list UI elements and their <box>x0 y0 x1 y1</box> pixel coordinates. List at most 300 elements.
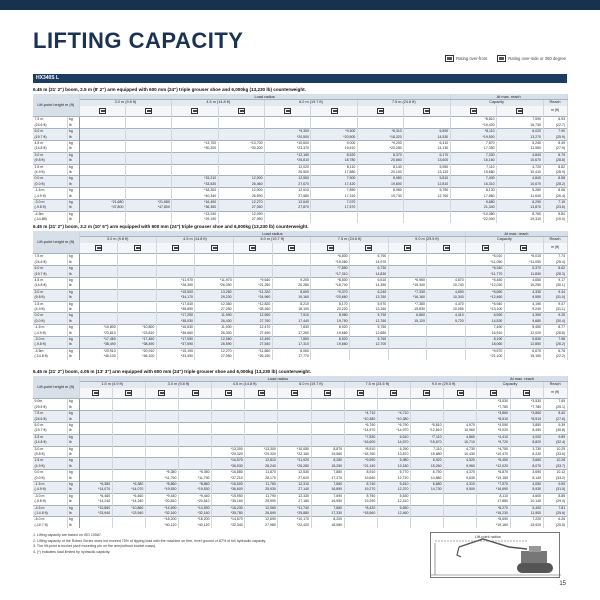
capacity-value: *8,810 <box>450 117 496 123</box>
note-3: 3. The lift-point is bucket pivot mounting pin on the arm(without bucket mass). <box>33 544 157 549</box>
capacity-value: 5,980 <box>377 458 410 464</box>
capacity-value: 8,760 <box>497 211 543 217</box>
capacity-value: *9,720 <box>477 440 510 446</box>
unit: lb <box>67 260 79 266</box>
capacity-value: *23,940 <box>112 511 145 517</box>
capacity-value: *12,810 <box>410 428 443 434</box>
capacity-value: 9,680 <box>504 319 543 325</box>
capacity-value: 10,670 <box>497 182 543 188</box>
capacity-value: *14,590 <box>178 505 211 511</box>
capacity-value: *14,240 <box>79 499 112 505</box>
unit: lb <box>67 417 79 423</box>
capacity-value: *7,850 <box>311 266 350 272</box>
capacity-value: 27,250 <box>195 307 234 313</box>
capacity-value: 12,310 <box>278 482 311 488</box>
capacity-value: 11,760 <box>245 482 278 488</box>
capacity-value: *8,860 <box>145 482 178 488</box>
capacity-value: 18,780 <box>311 158 357 164</box>
capacity-value: 11,870 <box>245 470 278 476</box>
rating-icon-cell <box>477 388 510 399</box>
capacity-value: *11,970 <box>156 277 195 283</box>
capacity-value: 6,240 <box>350 289 389 295</box>
capacity-value: 12,530 <box>278 470 311 476</box>
capacity-value: 9,630 <box>444 476 477 482</box>
capacity-value: 8,140 <box>357 164 403 170</box>
capacity-value: *47,800 <box>125 205 171 211</box>
capacity-value: *5,650 <box>466 289 505 295</box>
capacity-value: (30.1) <box>543 283 567 289</box>
capacity-value: 11,550 <box>497 146 543 152</box>
capacity-value: 10,410 <box>497 170 543 176</box>
rating-icon-cell <box>245 388 278 399</box>
capacity-value: 15,920 <box>510 523 543 528</box>
rating-icon-cell <box>234 243 273 254</box>
capacity-value: 10.25 <box>543 446 567 452</box>
capacity-value: 8.49 <box>543 140 567 146</box>
lift-height: (29.5 ft) <box>33 405 67 411</box>
capacity-value: 5,950 <box>404 164 450 170</box>
lift-height: 1.5 m <box>33 458 67 464</box>
lift-height: (14.8 ft) <box>33 283 67 289</box>
capacity-value: 9.39 <box>543 422 567 428</box>
capacity-value: 27,140 <box>278 487 311 493</box>
capacity-value: 13,180 <box>377 464 410 470</box>
capacity-value: (19.0) <box>543 217 567 222</box>
capacity-value: 12,360 <box>195 301 234 307</box>
over-side-icon <box>192 390 199 396</box>
load-radius-header: Load radius <box>79 376 477 382</box>
capacity-value: *7,330 <box>388 289 427 295</box>
capacity-value: 28,240 <box>245 464 278 470</box>
capacity-value: 8,130 <box>450 188 496 194</box>
rating-icon-cell <box>466 243 505 254</box>
capacity-value: 18,080 <box>311 523 344 528</box>
capacity-value: 7,850 <box>311 188 357 194</box>
over-side-icon <box>331 108 338 114</box>
capacity-value <box>427 354 466 359</box>
capacity-value: *26,150 <box>234 354 273 359</box>
over-front-icon <box>158 390 165 396</box>
capacity-value: 9,680 <box>450 200 496 206</box>
capacity-value: *13,240 <box>172 211 218 217</box>
capacity-value: 27,870 <box>265 205 311 211</box>
section-title: 6.45 m (21' 2") boom, 4.05 m (13' 3") arm equipped with 600 mm (24") triple grouser shoe and 6,000kg (13,230 lb) counterweight. <box>33 369 312 374</box>
capacity-value: 17,370 <box>311 476 344 482</box>
capacity-value: *20,660 <box>311 295 350 301</box>
capacity-value: 9,000 <box>311 140 357 146</box>
over-front-icon <box>191 108 198 114</box>
capacity-value: 9,550 <box>504 295 543 301</box>
capacity-value: *18,200 <box>145 517 178 523</box>
capacity-value: *13,700 <box>218 140 264 146</box>
capacity-value: *9,300 <box>265 129 311 135</box>
capacity-value: *8,510 <box>344 446 377 452</box>
rating-icon-cell <box>79 243 118 254</box>
lift-height: 0.0 m <box>33 470 67 476</box>
capacity-value: 6.26 <box>543 517 567 523</box>
capacity-value: *21,250 <box>234 283 273 289</box>
capacity-value: 26,590 <box>218 194 264 200</box>
capacity-value: 12,020 <box>265 164 311 170</box>
capacity-value: 9.59 <box>543 482 567 488</box>
model-bar: HX340S L <box>33 74 567 83</box>
capacity-value: *19,530 <box>145 487 178 493</box>
unit: lb <box>67 342 79 348</box>
unit: kg <box>67 325 79 331</box>
over-front-icon <box>482 245 489 251</box>
capacity-value: 7.90 <box>543 129 567 135</box>
capacity-value: 13,120 <box>404 170 450 176</box>
capacity-value: *26,810 <box>265 158 311 164</box>
radius-column-header: 9.0 m (29.5 ft) <box>410 382 476 388</box>
unit: kg <box>67 482 79 488</box>
capacity-value: *6,460 <box>112 493 145 499</box>
lift-table-section-3 <box>33 367 567 528</box>
capacity-value: *11,320 <box>234 289 273 295</box>
rating-legend <box>445 55 566 62</box>
capacity-value: 16,160 <box>450 158 496 164</box>
unit: lb <box>67 476 79 482</box>
capacity-value: 11,790 <box>245 493 278 499</box>
capacity-value: *3,530 <box>510 399 543 405</box>
capacity-value: *40,340 <box>172 194 218 200</box>
over-front-icon <box>423 390 430 396</box>
capacity-value: 27,180 <box>278 499 311 505</box>
capacity-value: 7,900 <box>311 176 357 182</box>
capacity-value: 4,310 <box>444 482 477 488</box>
capacity-value: (32.4) <box>543 440 567 446</box>
unit: kg <box>67 399 79 405</box>
capacity-value: *34,170 <box>156 295 195 301</box>
lift-height: -1.5 m <box>33 482 67 488</box>
capacity-value: 13,870 <box>497 205 543 211</box>
capacity-value: 6,920 <box>410 458 443 464</box>
legend-front-label: Rating over-front <box>456 56 488 61</box>
capacity-value: *11,970 <box>195 277 234 283</box>
lift-height: (0.0 ft) <box>33 319 67 325</box>
lift-point-header: Lift-point height m (ft) <box>33 94 79 117</box>
lift-height: (19.7 ft) <box>33 272 67 278</box>
capacity-value: *36,530 <box>212 464 245 470</box>
lift-height: (-4.9 ft) <box>33 194 67 200</box>
capacity-value: 6.93 <box>543 117 567 123</box>
capacity-value: 6,170 <box>404 152 450 158</box>
capacity-value: *32,340 <box>212 523 245 528</box>
capacity-value: 10,710 <box>444 440 477 446</box>
capacity-value: *6,870 <box>477 470 510 476</box>
capacity-value: 13,600 <box>404 158 450 164</box>
unit: lb <box>67 283 79 289</box>
capacity-header: Capacity <box>450 100 543 106</box>
capacity-value: 12,020 <box>504 331 543 337</box>
capacity-value: 7.19 <box>543 200 567 206</box>
capacity-value: *24,960 <box>234 295 273 301</box>
capacity-value: 7,400 <box>450 176 496 182</box>
capacity-value: *37,590 <box>156 342 195 348</box>
capacity-value: 8.58 <box>543 176 567 182</box>
capacity-value: 10,250 <box>504 283 543 289</box>
capacity-value: *37,210 <box>212 476 245 482</box>
capacity-value: 12,470 <box>234 325 273 331</box>
capacity-value: 9,720 <box>427 319 466 325</box>
capacity-value: 10.28 <box>543 458 567 464</box>
capacity-value: 15,120 <box>388 319 427 325</box>
lift-height: (0.0 ft) <box>33 182 67 188</box>
capacity-value: (33.6) <box>543 452 567 458</box>
over-side-icon <box>497 55 506 62</box>
lift-height: 6.0 m <box>33 266 67 272</box>
capacity-value: *12,460 <box>466 295 505 301</box>
capacity-value: 9.44 <box>543 289 567 295</box>
capacity-value: *12,020 <box>477 464 510 470</box>
lift-height: (14.8 ft) <box>33 440 67 446</box>
capacity-value: 12,810 <box>404 182 450 188</box>
capacity-value: 27,580 <box>265 194 311 200</box>
capacity-value: 12,590 <box>234 313 273 319</box>
capacity-value: *20,910 <box>118 348 157 354</box>
rating-icon-cell <box>311 388 344 399</box>
lift-height: (24.6 ft) <box>33 123 67 129</box>
unit: kg <box>67 301 79 307</box>
capacity-value: *7,110 <box>410 434 443 440</box>
capacity-value: 7,660 <box>311 482 344 488</box>
unit: lb <box>67 205 79 211</box>
capacity-value: 7,880 <box>311 470 344 476</box>
capacity-value: *5,340 <box>466 266 505 272</box>
capacity-value: 12,680 <box>350 331 389 337</box>
capacity-value: 4,410 <box>427 313 466 319</box>
capacity-value: 8,690 <box>272 289 311 295</box>
capacity-value: 12,060 <box>245 505 278 511</box>
capacity-value: 5,970 <box>350 301 389 307</box>
capacity-value: *19,500 <box>450 135 496 141</box>
capacity-value: 8,930 <box>510 487 543 493</box>
capacity-value: 8,200 <box>311 517 344 523</box>
capacity-value: 13,160 <box>350 307 389 313</box>
rating-icon-cell <box>444 388 477 399</box>
capacity-value: *6,460 <box>79 493 112 499</box>
capacity-value: 8,280 <box>311 458 344 464</box>
capacity-value: *6,380 <box>112 482 145 488</box>
capacity-value: *8,110 <box>450 129 496 135</box>
capacity-value: 13,260 <box>195 289 234 295</box>
capacity-value: 10,740 <box>427 283 466 289</box>
capacity-value: *15,060 <box>311 260 350 266</box>
capacity-value: 9.25 <box>543 313 567 319</box>
capacity-value: 16,310 <box>450 182 496 188</box>
capacity-value: 6,750 <box>410 470 443 476</box>
capacity-value: 6,860 <box>388 313 427 319</box>
capacity-value: 19,800 <box>357 182 403 188</box>
capacity-value: *11,740 <box>278 505 311 511</box>
capacity-value: *14,670 <box>212 517 245 523</box>
capacity-value: *5,010 <box>504 254 543 260</box>
unit: lb <box>67 354 79 359</box>
capacity-value: (29.0) <box>543 499 567 505</box>
capacity-value: 13,270 <box>497 135 543 141</box>
unit: lb <box>67 511 79 517</box>
capacity-value: *4,710 <box>377 411 410 417</box>
capacity-value: 7.98 <box>543 337 567 343</box>
unit: lb <box>67 170 79 176</box>
capacity-value: 19,270 <box>344 487 377 493</box>
capacity-value: *8,510 <box>477 417 510 423</box>
capacity-value: 7,220 <box>510 517 543 523</box>
capacity-value: 12,410 <box>377 499 410 505</box>
capacity-value: *46,100 <box>79 354 118 359</box>
capacity-value: 8,820 <box>510 440 543 446</box>
lift-height: 7.5 m <box>33 254 67 260</box>
capacity-value: (22.7) <box>543 123 567 129</box>
radius-column-header: 4.5 m (14.8 ft) <box>156 237 233 243</box>
capacity-value: 7,870 <box>450 140 496 146</box>
capacity-value: 8,910 <box>344 470 377 476</box>
unit: lb <box>67 194 79 200</box>
capacity-value: 3,730 <box>510 446 543 452</box>
capacity-value: 7,110 <box>450 164 496 170</box>
unit: lb <box>67 464 79 470</box>
rating-icon-cell <box>156 243 195 254</box>
capacity-value: *8,500 <box>311 277 350 283</box>
capacity-value: 13,870 <box>377 452 410 458</box>
capacity-value: 15,680 <box>450 170 496 176</box>
capacity-value: 17,770 <box>272 354 311 359</box>
lift-height: -1.5 m <box>33 188 67 194</box>
lift-capacity-table <box>33 94 568 223</box>
capacity-value: 12,510 <box>265 188 311 194</box>
lift-height: -3.0 m <box>33 200 67 206</box>
unit: kg <box>67 129 79 135</box>
radius-column-header: 1.5 m (4.9 ft) <box>79 382 145 388</box>
capacity-value: 8,190 <box>466 337 505 343</box>
lift-height: (4.9 ft) <box>33 170 67 176</box>
capacity-value: (31.5) <box>543 487 567 493</box>
capacity-value: (31.1) <box>543 307 567 313</box>
unit: kg <box>67 446 79 452</box>
reach-unit-cell: m (ft) <box>543 243 567 254</box>
over-front-icon <box>225 390 232 396</box>
rating-icon-cell <box>278 388 311 399</box>
capacity-value: *8,860 <box>178 482 211 488</box>
capacity-value: 19,510 <box>311 146 357 152</box>
radius-column-header: 7.5 m (24.6 ft) <box>357 100 450 106</box>
over-side-icon <box>324 390 331 396</box>
unit: lb <box>67 440 79 446</box>
lift-table-section-2 <box>33 222 567 360</box>
capacity-value: 26,590 <box>245 511 278 517</box>
lift-height: (-14.8ft) <box>33 217 67 222</box>
capacity-value: 13,760 <box>350 295 389 301</box>
capacity-value: 12,090 <box>218 211 264 217</box>
capacity-value: *5,350 <box>178 470 211 476</box>
capacity-value: *16,880 <box>212 470 245 476</box>
capacity-value: 12,760 <box>404 194 450 200</box>
capacity-value: *5,010 <box>466 254 505 260</box>
lift-height: -4.5 m <box>33 505 67 511</box>
capacity-value: 14,530 <box>466 319 505 325</box>
capacity-value: *10,080 <box>450 211 496 217</box>
capacity-value: 5,810 <box>404 176 450 182</box>
capacity-value: *5,940 <box>466 301 505 307</box>
rating-icon-cell <box>497 106 543 117</box>
capacity-value: *21,100 <box>466 354 505 359</box>
capacity-value: (28.8) <box>543 158 567 164</box>
radius-column-header: 6.0 m (19.7 ft) <box>265 100 358 106</box>
capacity-value: *7,780 <box>510 405 543 411</box>
unit: kg <box>67 517 79 523</box>
capacity-value: *38,030 <box>156 319 195 325</box>
capacity-value: *8,310 <box>357 129 403 135</box>
lift-height: (19.7 ft) <box>33 135 67 141</box>
capacity-value: 14,130 <box>404 146 450 152</box>
capacity-value: 6,410 <box>404 140 450 146</box>
capacity-value: 4,370 <box>444 470 477 476</box>
over-side-icon <box>211 245 218 251</box>
section-title: 6.45 m (21' 2") boom, 3.2 m (10' 6") arm equipped with 600 mm (24") triple grouser shoe and 6,000kg (13,230 lb) counterweight. <box>33 224 309 229</box>
capacity-value: 6,670 <box>504 348 543 354</box>
max-reach-header: At max. reach <box>466 231 567 237</box>
capacity-value: 4,720 <box>497 164 543 170</box>
capacity-value <box>388 354 427 359</box>
capacity-value: 6,590 <box>404 129 450 135</box>
capacity-value: *19,420 <box>450 123 496 129</box>
capacity-value: 6,790 <box>350 254 389 260</box>
capacity-value: *9,200 <box>357 140 403 146</box>
capacity-value: *18,300 <box>172 188 218 194</box>
capacity-value: *18,560 <box>344 511 377 517</box>
reach-header: Reach <box>543 382 567 388</box>
over-front-icon <box>377 108 384 114</box>
capacity-value: *20,810 <box>145 499 178 505</box>
max-reach-header: At max. reach <box>477 376 567 382</box>
capacity-value: *40,120 <box>145 523 178 528</box>
lift-height: -3.0 m <box>33 337 67 343</box>
capacity-value: *15,670 <box>410 440 443 446</box>
page-number: 15 <box>559 581 566 587</box>
capacity-value: *19,530 <box>178 487 211 493</box>
over-front-icon <box>404 245 411 251</box>
capacity-value: 12,000 <box>218 188 264 194</box>
capacity-value: *30,200 <box>172 146 218 152</box>
capacity-value: *47,800 <box>79 205 125 211</box>
capacity-value: 14,830 <box>350 272 389 278</box>
capacity-value: 4,600 <box>510 493 543 499</box>
capacity-value: *7,380 <box>388 301 427 307</box>
load-radius-header: Load radius <box>79 94 450 100</box>
capacity-value: 8.77 <box>543 325 567 331</box>
capacity-value: *26,390 <box>195 283 234 289</box>
capacity-value: 17,260 <box>272 331 311 337</box>
capacity-value: (25.1) <box>543 405 567 411</box>
capacity-value: 20,280 <box>272 283 311 289</box>
capacity-value: *10,170 <box>278 517 311 523</box>
capacity-value: 17,860 <box>450 194 496 200</box>
capacity-value: *9,020 <box>477 428 510 434</box>
capacity-value: *6,380 <box>79 482 112 488</box>
capacity-value: 6,290 <box>497 200 543 206</box>
lift-height: (19.7 ft) <box>33 428 67 434</box>
capacity-value: *20,280 <box>357 146 403 152</box>
capacity-value: *8,690 <box>477 517 510 523</box>
capacity-value: *18,320 <box>357 135 403 141</box>
capacity-value: *3,860 <box>510 411 543 417</box>
lift-height: (-19.7 ft) <box>33 523 67 528</box>
capacity-value: *5,450 <box>477 458 510 464</box>
lift-height: 6.0 m <box>33 422 67 428</box>
rating-icon-cell <box>79 106 125 117</box>
capacity-value: 26,300 <box>195 331 234 337</box>
capacity-value: 5,770 <box>377 470 410 476</box>
